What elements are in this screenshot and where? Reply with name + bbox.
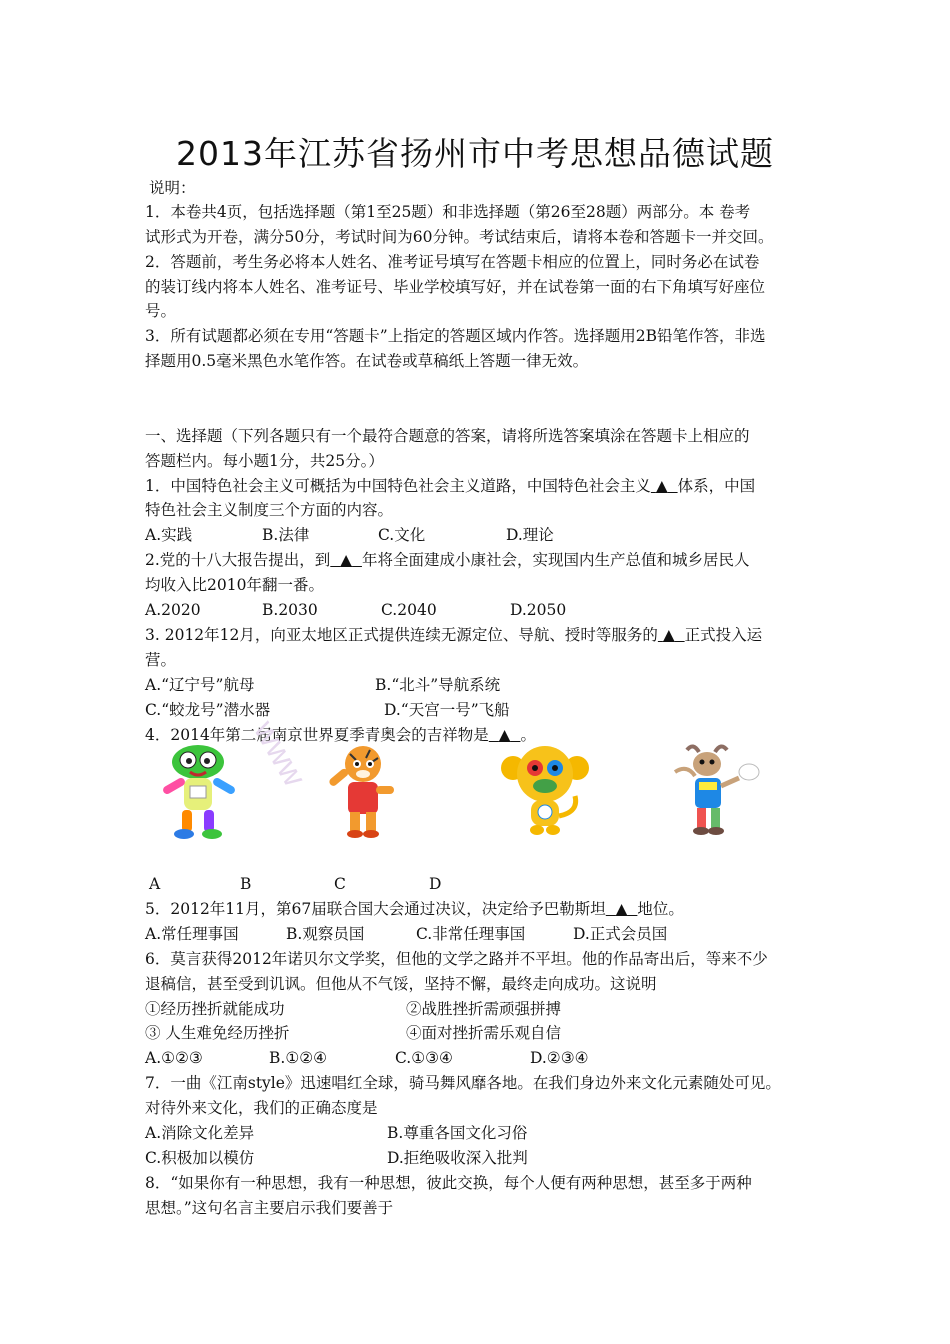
- question-text: 4．2014年第二届南京世界夏季青奥会的吉祥物是: [145, 726, 489, 744]
- option-b: B.法律: [262, 526, 310, 544]
- mascot-a-image: [150, 742, 250, 842]
- option-a: A.消除文化差异: [145, 1124, 255, 1142]
- option-b: B.2030: [262, 601, 318, 619]
- mascot-label-c: C: [334, 875, 346, 893]
- answer-blank: ▲: [498, 726, 511, 744]
- option-a: A.实践: [145, 526, 193, 544]
- mascot-label-a: A: [149, 875, 161, 893]
- option-d: D.正式会员国: [573, 925, 668, 943]
- question-text: 年将全面建成小康社会，实现国内生产总值和城乡居民人: [361, 551, 750, 569]
- question-7: 7．一曲《江南style》迅速唱红全球，骑马舞风靡各地。在我们身边外来文化元素随处可见。: [145, 1074, 781, 1092]
- section-heading: 答题栏内。每小题1分，共25分。）: [145, 452, 384, 470]
- notes-line: 2．答题前，考生务必将本人姓名、准考证号填写在答题卡相应的位置上，同时务必在试卷: [145, 253, 760, 271]
- answer-blank: ▲: [655, 477, 668, 495]
- statement-2: ②战胜挫折需顽强拼搏: [406, 1000, 562, 1018]
- answer-blank: ▲: [662, 626, 675, 644]
- option-c: C.积极加以模仿: [145, 1149, 255, 1167]
- option-d: D.“天宫一号”飞船: [384, 701, 510, 719]
- option-b: B.观察员国: [286, 925, 365, 943]
- option-c: C.“蛟龙号”潜水器: [145, 701, 271, 719]
- question-6-line2: 退稿信，甚至受到讥讽。但他从不气馁，坚持不懈，最终走向成功。这说明: [145, 975, 657, 993]
- notes-line: 的装订线内将本人姓名、准考证号、毕业学校填写好，并在试卷第一面的右下角填写好座位: [145, 278, 766, 296]
- question-8: 8．“如果你有一种思想，我有一种思想，彼此交换，每个人便有两种思想，甚至多于两种: [145, 1174, 752, 1192]
- mascot-label-d: D: [429, 875, 442, 893]
- notes-line: 试形式为开卷，满分50分，考试时间为60分钟。考试结束后，请将本卷和答题卡一并交回。: [145, 228, 774, 246]
- section-heading: 一、选择题（下列各题只有一个最符合题意的答案，请将所选答案填涂在答题卡上相应的: [145, 427, 750, 445]
- question-8-line2: 思想。”这句名言主要启示我们要善于: [145, 1199, 394, 1217]
- answer-blank: ▲: [615, 900, 628, 918]
- statement-3: ③ 人生难免经历挫折: [145, 1024, 290, 1042]
- question-text: 1．中国特色社会主义可概括为中国特色社会主义道路，中国特色社会主义: [145, 477, 651, 495]
- question-2: [145, 550, 749, 570]
- question-text: 5．2012年11月，第67届联合国大会通过决议，决定给予巴勒斯坦: [145, 900, 606, 918]
- question-text: 。: [520, 726, 536, 744]
- option-c: C.文化: [378, 526, 426, 544]
- question-text: 3. 2012年12月，向亚太地区正式提供连续无源定位、导航、授时等服务的: [145, 626, 658, 644]
- option-a: A.“辽宁号”航母: [145, 676, 255, 694]
- option-a: A.常任理事国: [145, 925, 239, 943]
- option-d: D.拒绝吸收深入批判: [387, 1149, 528, 1167]
- notes-heading: 说明：: [149, 179, 196, 197]
- option-c: C.2040: [381, 601, 437, 619]
- option-a: A.2020: [145, 601, 201, 619]
- option-d: D.②③④: [530, 1049, 589, 1067]
- question-7-line2: 对待外来文化，我们的正确态度是: [145, 1099, 378, 1117]
- question-6: 6．莫言获得2012年诺贝尔文学奖，但他的文学之路并不平坦。他的作品寄出后，等来不少: [145, 950, 768, 968]
- watermark: www: [247, 714, 314, 793]
- option-b: B.尊重各国文化习俗: [387, 1124, 528, 1142]
- option-c: C.非常任理事国: [416, 925, 526, 943]
- question-text: 2.党的十八大报告提出，到: [145, 551, 331, 569]
- option-d: D.理论: [506, 526, 554, 544]
- option-a: A.①②③: [145, 1049, 203, 1067]
- statement-4: ④面对挫折需乐观自信: [406, 1024, 562, 1042]
- notes-line: 3．所有试题都必须在专用“答题卡”上指定的答题区域内作答。选择题用2B铅笔作答，非选: [145, 327, 766, 345]
- mascot-c-image: [495, 742, 595, 842]
- question-text: 正式投入运: [684, 626, 763, 644]
- notes-line: 择题用0.5毫米黑色水笔作答。在试卷或草稿纸上答题一律无效。: [145, 352, 589, 370]
- mascot-d-image: [665, 742, 765, 842]
- question-2-line2: 均收入比2010年翻一番。: [145, 576, 324, 594]
- answer-blank: ▲: [340, 551, 353, 569]
- option-b: B.“北斗”导航系统: [375, 676, 501, 694]
- question-5: [145, 899, 684, 919]
- mascot-label-b: B: [240, 875, 252, 893]
- statement-1: ①经历挫折就能成功: [145, 1000, 285, 1018]
- page-title: 2013年江苏省扬州市中考思想品德试题: [176, 134, 774, 173]
- mascot-b-image: [318, 742, 418, 842]
- option-b: B.①②④: [269, 1049, 328, 1067]
- question-1: [145, 476, 755, 496]
- notes-line: 号。: [145, 302, 177, 320]
- question-text: 体系，中国: [677, 477, 756, 495]
- question-3: [145, 625, 762, 645]
- question-1-line2: 特色社会主义制度三个方面的内容。: [145, 501, 394, 519]
- notes-line: 1．本卷共4页，包括选择题（第1至25题）和非选择题（第26至28题）两部分。本 卷考: [145, 203, 751, 221]
- question-3-line2: 营。: [145, 651, 177, 669]
- question-text: 地位。: [637, 900, 684, 918]
- option-c: C.①③④: [395, 1049, 453, 1067]
- option-d: D.2050: [510, 601, 567, 619]
